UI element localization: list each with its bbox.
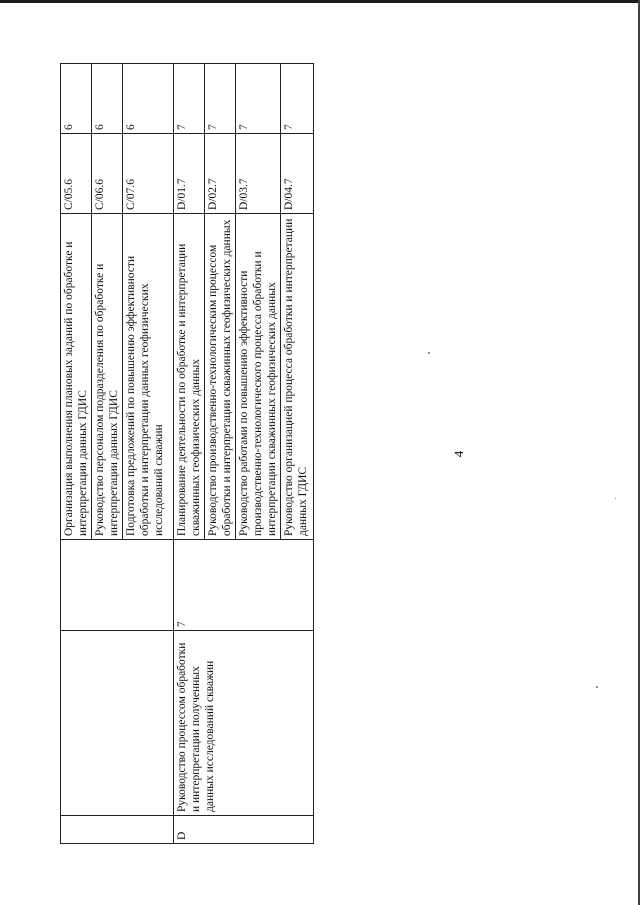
function-code-cell: D/01.7: [174, 134, 205, 214]
table-row: [174, 64, 205, 844]
table-row: [61, 64, 92, 844]
function-name-cell: Планирование деятельности по обработке и интерпретации скважинных геофизических данных: [174, 214, 205, 540]
function-name-cell: Руководство работами по повышению эффективности производственно-технологического процесса обработки и интерпретации скважинных геофизических данных: [236, 214, 281, 540]
function-level-cell: 7: [236, 64, 281, 134]
scan-edge-top: [0, 0, 640, 3]
function-code-cell: C/07.6: [123, 134, 174, 214]
function-code-cell: D/04.7: [281, 134, 314, 214]
page-number: 4: [451, 450, 466, 458]
function-code-cell: C/06.6: [92, 134, 123, 214]
scan-speck: [596, 686, 598, 688]
function-level-cell: 6: [61, 64, 92, 134]
group-code-cell-empty: [61, 816, 174, 844]
function-code-cell: C/05.6: [61, 134, 92, 214]
scan-speck: [428, 352, 430, 354]
function-level-cell: 7: [205, 64, 236, 134]
group-name-cell-empty: [61, 631, 174, 816]
function-level-cell: 6: [92, 64, 123, 134]
group-level-cell: 7: [174, 540, 314, 631]
function-code-cell: D/03.7: [236, 134, 281, 214]
function-level-cell: 7: [281, 64, 314, 134]
function-level-cell: 7: [174, 64, 205, 134]
function-level-cell: 6: [123, 64, 174, 134]
function-code-cell: D/02.7: [205, 134, 236, 214]
scan-speck: [615, 498, 616, 499]
group-level-cell-empty: [61, 540, 174, 631]
function-name-cell: Руководство персоналом подразделения по обработке и интерпретации данных ГДИС: [92, 214, 123, 540]
function-name-cell: Руководство организацией процесса обработки и интерпретации данных ГДИС: [281, 214, 314, 540]
qualification-functions-table: [60, 63, 314, 844]
rotated-table-wrapper: [60, 64, 309, 844]
group-code-cell: D: [174, 816, 314, 844]
group-name-cell: Руководство процессом обработки и интерпретации полученных данных исследований скважин: [174, 631, 314, 816]
function-name-cell: Подготовка предложений по повышению эффективности обработки и интерпретации данных геофизических исследований скважин: [123, 214, 174, 540]
function-name-cell: Организация выполнения плановых заданий по обработке и интерпретации данных ГДИС: [61, 214, 92, 540]
function-name-cell: Руководство производственно-технологическим процессом обработки и интерпретации скважинных геофизических данных: [205, 214, 236, 540]
